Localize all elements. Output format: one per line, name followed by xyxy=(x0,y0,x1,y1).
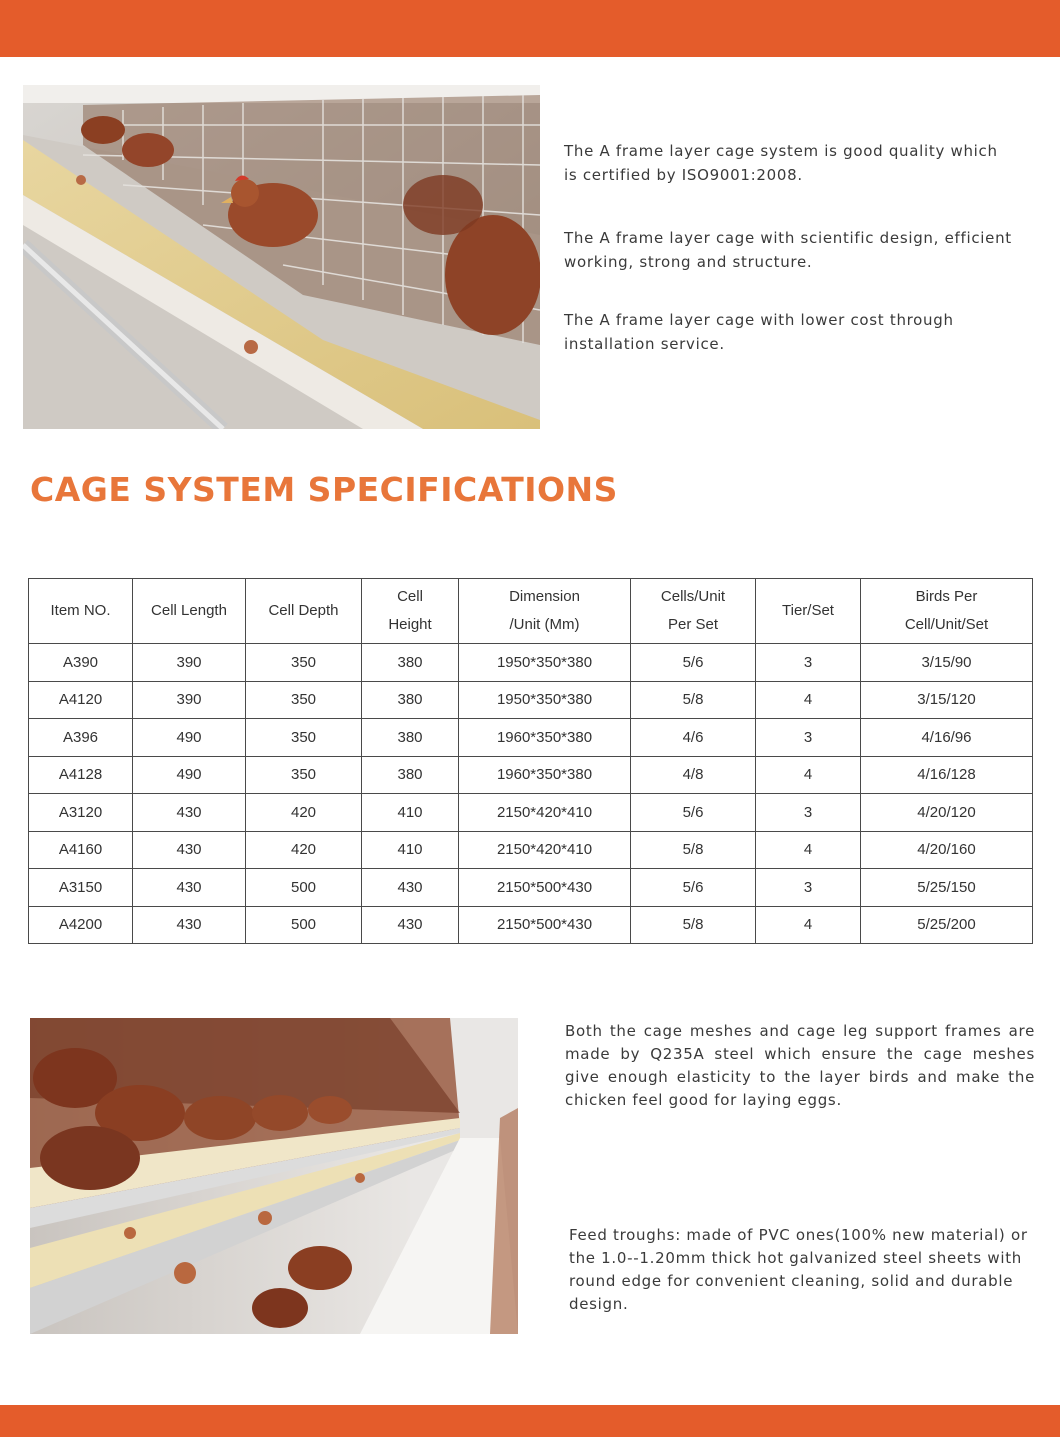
table-row xyxy=(29,756,1033,794)
table-row xyxy=(29,869,1033,907)
table-row xyxy=(29,831,1033,869)
column-header xyxy=(29,579,133,644)
poultry-house-photo xyxy=(30,1018,518,1334)
table-cell: 4 xyxy=(756,831,861,869)
column-header-text: Cell Depth xyxy=(268,602,339,619)
table-cell: 380 xyxy=(362,644,459,682)
column-header-text: /Unit (Mm) xyxy=(509,616,580,633)
table-cell: 430 xyxy=(133,831,246,869)
table-cell: 4/16/96 xyxy=(861,719,1033,757)
table-row xyxy=(29,644,1033,682)
bottom-banner xyxy=(0,1405,1060,1437)
table-row xyxy=(29,906,1033,944)
column-header-text: Cell Length xyxy=(151,602,227,619)
top-banner xyxy=(0,0,1060,57)
table-cell: 4/16/128 xyxy=(861,756,1033,794)
table-cell: 3 xyxy=(756,794,861,832)
column-header xyxy=(631,579,756,644)
column-header xyxy=(133,579,246,644)
table-cell: 5/6 xyxy=(631,644,756,682)
table-cell: 5/25/200 xyxy=(861,906,1033,944)
column-header xyxy=(246,579,362,644)
table-cell: A4128 xyxy=(29,756,133,794)
details-paragraph-troughs: Feed troughs: made of PVC ones(100% new material) or the 1.0--1.20mm thick hot galvanized steel sheets with round edge for convenient cleaning, solid and durable design. xyxy=(569,1226,1028,1313)
table-cell: 5/6 xyxy=(631,869,756,907)
table-cell: A390 xyxy=(29,644,133,682)
table-cell: 5/8 xyxy=(631,681,756,719)
table-cell: 5/8 xyxy=(631,831,756,869)
table-row xyxy=(29,681,1033,719)
table-cell: 2150*500*430 xyxy=(459,869,631,907)
table-cell: 350 xyxy=(246,681,362,719)
table-cell: 1960*350*380 xyxy=(459,719,631,757)
table-cell: A3120 xyxy=(29,794,133,832)
table-cell: 490 xyxy=(133,719,246,757)
specifications-heading: CAGE SYSTEM SPECIFICATIONS xyxy=(30,470,618,509)
table-cell: 350 xyxy=(246,644,362,682)
column-header-text: Tier/Set xyxy=(782,602,834,619)
table-cell: 380 xyxy=(362,681,459,719)
intro-paragraph-cost: The A frame layer cage with lower cost through installation service. xyxy=(564,311,954,353)
table-header-row xyxy=(29,579,1033,644)
column-header xyxy=(861,579,1033,644)
table-cell: 2150*420*410 xyxy=(459,831,631,869)
table-cell: 3 xyxy=(756,644,861,682)
column-header-text: Cell/Unit/Set xyxy=(904,616,989,633)
table-cell: 390 xyxy=(133,681,246,719)
table-cell: 1950*350*380 xyxy=(459,644,631,682)
table-row xyxy=(29,794,1033,832)
table-cell: 4 xyxy=(756,681,861,719)
table-cell: 4/6 xyxy=(631,719,756,757)
table-cell: 430 xyxy=(133,794,246,832)
column-header-text: Cell xyxy=(397,588,423,605)
column-header xyxy=(756,579,861,644)
table-cell: 420 xyxy=(246,831,362,869)
table-cell: 380 xyxy=(362,756,459,794)
table-cell: 4 xyxy=(756,756,861,794)
table-cell: 500 xyxy=(246,869,362,907)
table-cell: 4/8 xyxy=(631,756,756,794)
table-cell: 410 xyxy=(362,831,459,869)
table-cell: 490 xyxy=(133,756,246,794)
table-cell: 4/20/120 xyxy=(861,794,1033,832)
table-cell: A4200 xyxy=(29,906,133,944)
table-cell: A4120 xyxy=(29,681,133,719)
table-cell: 4/20/160 xyxy=(861,831,1033,869)
column-header xyxy=(459,579,631,644)
table-cell: 430 xyxy=(133,906,246,944)
column-header-text: Height xyxy=(388,616,432,633)
table-cell: 3 xyxy=(756,869,861,907)
table-cell: 350 xyxy=(246,756,362,794)
details-paragraph-steel: Both the cage meshes and cage leg support frames are made by Q235A steel which ensure the cage meshes give enough elasticity to the layer birds and make the chicken feel good for laying eggs. xyxy=(565,1022,1035,1109)
table-cell: 3/15/120 xyxy=(861,681,1033,719)
table-cell: 430 xyxy=(362,906,459,944)
table-cell: 1950*350*380 xyxy=(459,681,631,719)
table-cell: 350 xyxy=(246,719,362,757)
column-header-text: Dimension xyxy=(509,588,580,605)
table-row xyxy=(29,719,1033,757)
table-cell: 5/8 xyxy=(631,906,756,944)
column-header-text: Cells/Unit xyxy=(660,588,726,605)
table-cell: 4 xyxy=(756,906,861,944)
table-cell: A4160 xyxy=(29,831,133,869)
table-cell: A3150 xyxy=(29,869,133,907)
table-cell: 430 xyxy=(362,869,459,907)
table-cell: 380 xyxy=(362,719,459,757)
layer-cage-photo xyxy=(23,85,540,429)
table-cell: 5/6 xyxy=(631,794,756,832)
table-cell: 430 xyxy=(133,869,246,907)
column-header xyxy=(362,579,459,644)
table-body xyxy=(29,644,1033,944)
table-cell: 500 xyxy=(246,906,362,944)
column-header-text: Item NO. xyxy=(50,602,111,619)
table-cell: 5/25/150 xyxy=(861,869,1033,907)
table-cell: 3 xyxy=(756,719,861,757)
column-header-text: Per Set xyxy=(667,616,719,633)
table-cell: 2150*420*410 xyxy=(459,794,631,832)
table-cell: 420 xyxy=(246,794,362,832)
table-cell: 3/15/90 xyxy=(861,644,1033,682)
table-cell: 1960*350*380 xyxy=(459,756,631,794)
intro-paragraph-certification: The A frame layer cage system is good quality which is certified by ISO9001:2008. xyxy=(564,142,998,184)
intro-paragraph-design: The A frame layer cage with scientific design, efficient working, strong and structure. xyxy=(564,229,1012,271)
table-cell: 410 xyxy=(362,794,459,832)
column-header-text: Birds Per xyxy=(915,588,978,605)
table-cell: 2150*500*430 xyxy=(459,906,631,944)
table-cell: 390 xyxy=(133,644,246,682)
specifications-table xyxy=(28,578,1033,944)
table-cell: A396 xyxy=(29,719,133,757)
